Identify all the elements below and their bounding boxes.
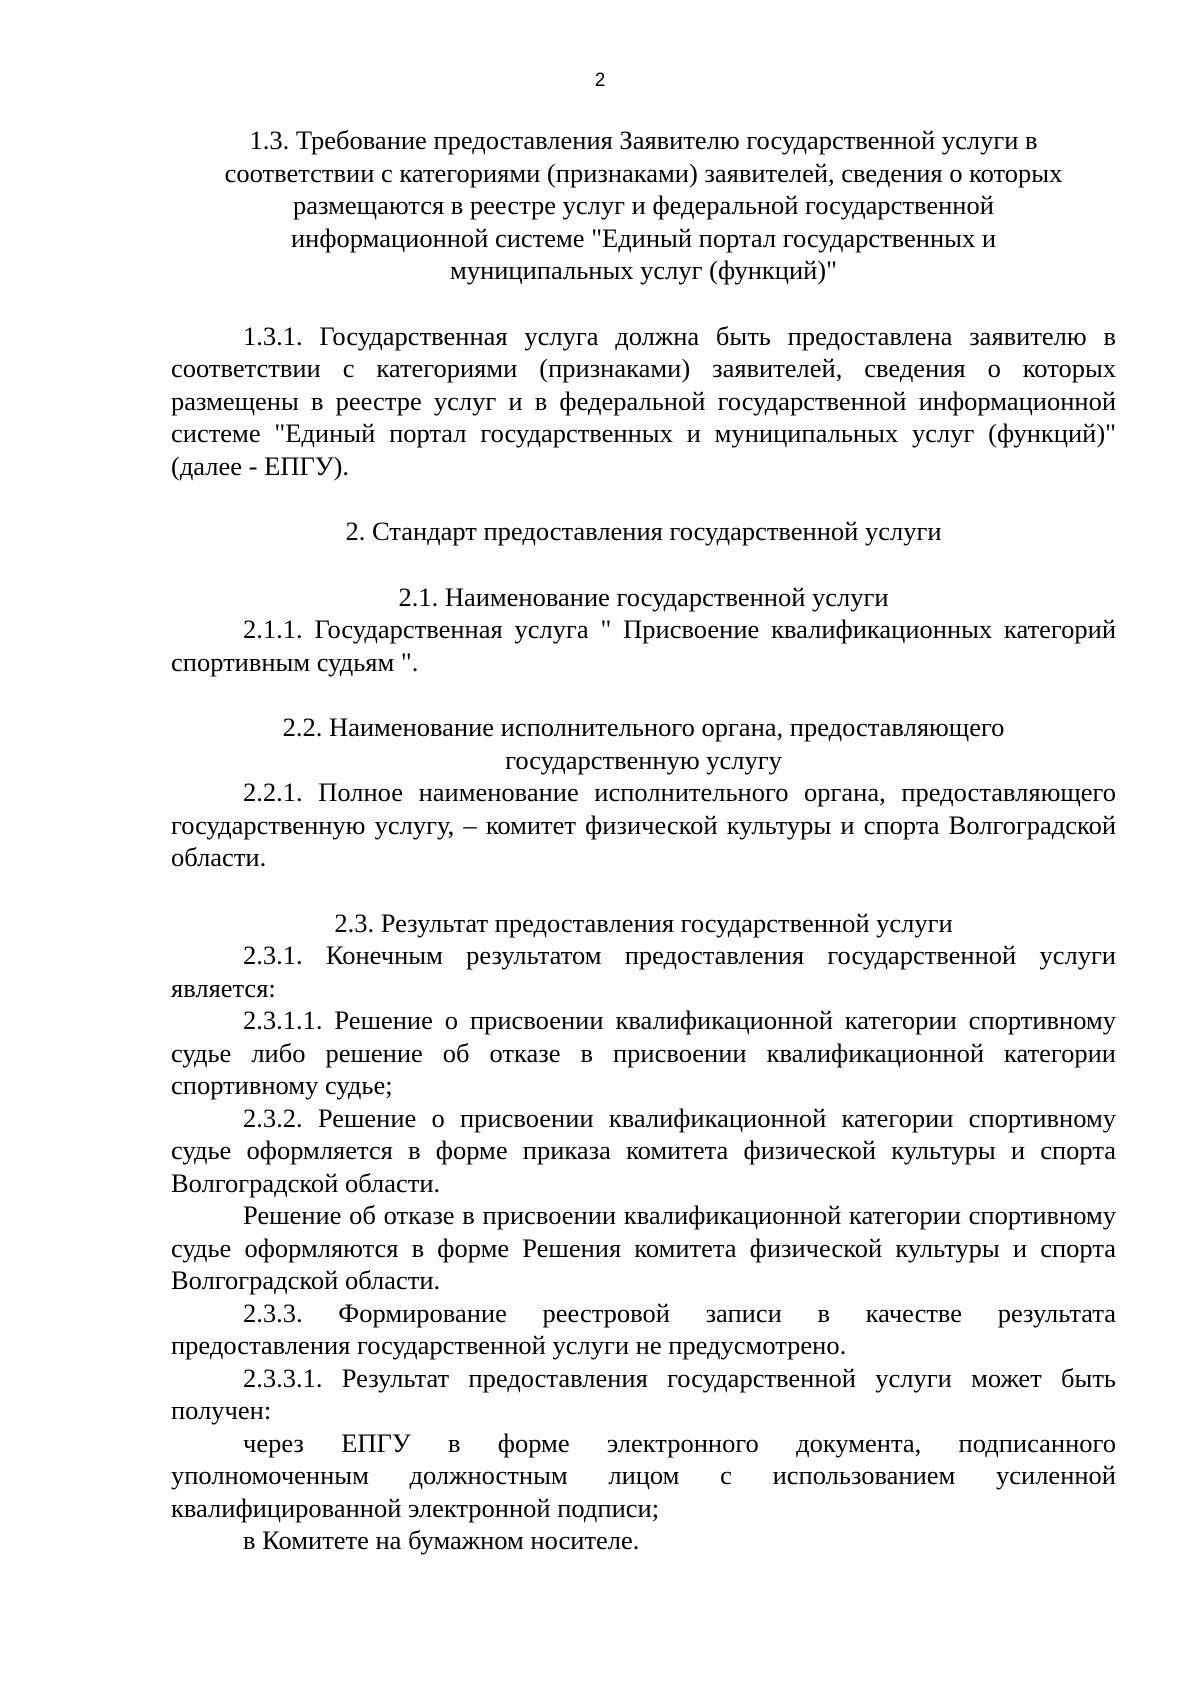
- page-number: 2: [594, 70, 606, 91]
- paragraph-2-3-2: 2.3.2. Решение о присвоении квалификационной категории спортивному судье оформляется в форме приказа комитета физической культуры и спорта Волгоградской области.: [171, 1102, 1116, 1198]
- spacer: [171, 678, 1116, 711]
- heading-line: 1.3. Требование предоставления Заявителю государственной услуги в: [249, 125, 1038, 155]
- paragraph-refusal-decision: Решение об отказе в присвоении квалификационной категории спортивному судье оформляются в форме Решения комитета физической культуры и спорта Волгоградской области.: [171, 1200, 1116, 1295]
- paragraph-via-epgu: через ЕПГУ в форме электронного документа, подписанного уполномоченным должностным лицом с использованием усиленной квалифицированной электронной подписи;: [171, 1427, 1116, 1523]
- heading-line: размещаются в реестре услуг и федеральной государственной: [293, 190, 994, 220]
- spacer: [171, 874, 1116, 907]
- section-2-3-heading: 2.3. Результат предоставления государственной услуги: [334, 907, 953, 938]
- heading-line: 2.2. Наименование исполнительного органа, предоставляющего: [282, 712, 1005, 742]
- heading-line: соответствии с категориями (признаками) заявителей, сведения о которых: [224, 157, 1063, 188]
- paragraph-1-3-1: 1.3.1. Государственная услуга должна быть предоставлена заявителю в соответствии с категориями (признаками) заявителей, сведения о которых размещены в реестре услуг и в федеральной государственной информационной системе "Единый портал государственных и муниципальных услуг (функций)" (далее - ЕПГУ).: [171, 320, 1116, 481]
- paragraph-2-3-1: 2.3.1. Конечным результатом предоставления государственной услуги является:: [171, 940, 1116, 1003]
- heading-line: информационной системе "Единый портал государственных и: [290, 222, 997, 253]
- heading-line: муниципальных услуг (функций)": [450, 255, 837, 285]
- spacer: [171, 482, 1116, 515]
- section-2-1-heading: 2.1. Наименование государственной услуги: [398, 581, 889, 612]
- paragraph-2-3-3-1: 2.3.3.1. Результат предоставления государственной услуги может быть получен:: [171, 1362, 1116, 1425]
- section-1-3-heading: [171, 124, 1116, 287]
- paragraph-2-3-1-1: 2.3.1.1. Решение о присвоении квалификационной категории спортивному судье либо решение об отказе в присвоении квалификационной категории спортивному судье;: [171, 1005, 1116, 1100]
- document-body: [171, 124, 1116, 1557]
- paragraph-2-2-1: 2.2.1. Полное наименование исполнительного органа, предоставляющего государственную услугу, – комитет физической культуры и спорта Волгоградской области.: [171, 777, 1116, 872]
- spacer: [171, 548, 1116, 581]
- section-2-heading: 2. Стандарт предоставления государственной услуги: [345, 516, 942, 546]
- section-2-2-heading: [171, 711, 1116, 776]
- paragraph-2-3-3: 2.3.3. Формирование реестровой записи в качестве результата предоставления государственной услуги не предусмотрено.: [171, 1297, 1116, 1360]
- heading-line: государственную услугу: [505, 744, 782, 775]
- paragraph-2-1-1: 2.1.1. Государственная услуга " Присвоение квалификационных категорий спортивным судьям ".: [171, 614, 1116, 677]
- paragraph-paper-copy: в Комитете на бумажном носителе.: [243, 1525, 640, 1555]
- spacer: [171, 287, 1116, 320]
